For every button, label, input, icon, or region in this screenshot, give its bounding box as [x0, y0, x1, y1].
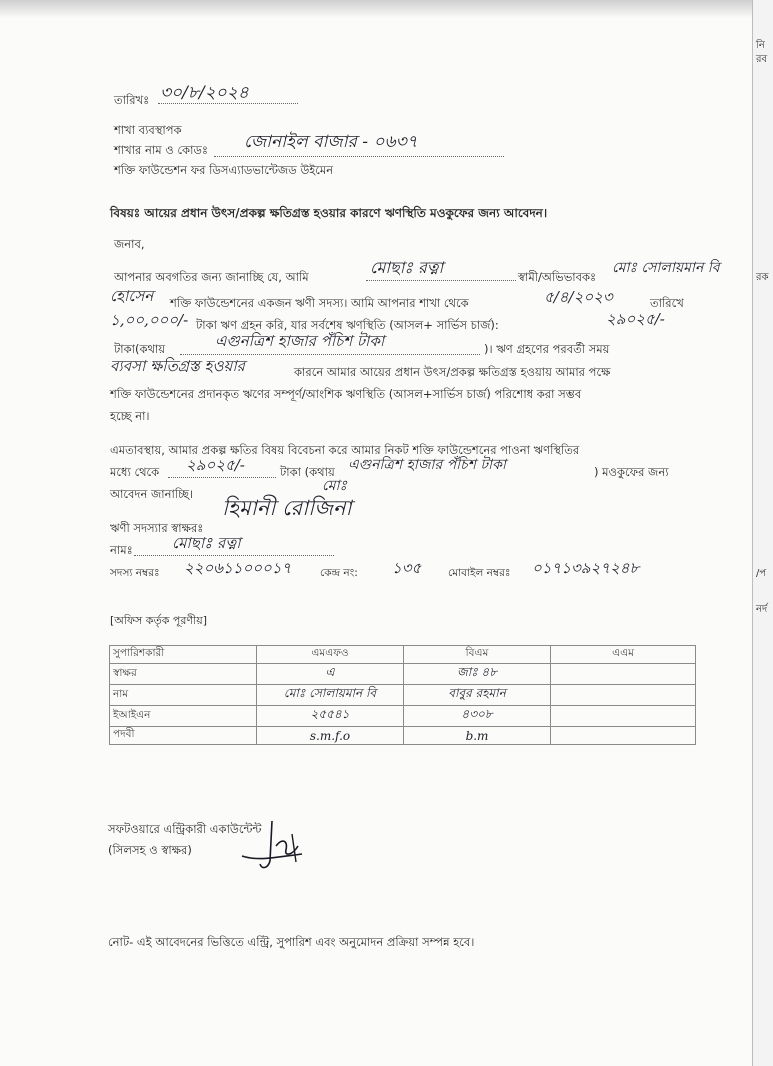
mobile-no-hw: ০১৭১৩৯২৭২৪৮ [532, 559, 640, 577]
member-no-hw: ২২০৬১১০০০১৭ [184, 559, 292, 577]
accountant-signature-mark [232, 816, 312, 876]
para1-line1-b: স্বামী/অভিভাবকঃ [518, 270, 597, 284]
loan-date-hw: ৫/৪/২০২৩ [544, 288, 613, 306]
branch-name-label: শাখার নাম ও কোডঃ [114, 143, 209, 157]
row-label: স্বাক্ষর [110, 664, 257, 685]
member-name-label: নামঃ [110, 543, 133, 557]
office-use-label: [অফিস কর্তৃক পূরণীয়] [110, 614, 207, 627]
guardian-name-cont-hw: হোসেন [110, 287, 154, 305]
mfo-cell: s.m.f.o [309, 728, 351, 743]
table-header: সুপারিশকারী [110, 646, 257, 664]
branch-manager: শাখা ব্যবস্থাপক [114, 123, 182, 137]
para1-line7: হচ্ছে না। [110, 409, 150, 423]
recommendation-table [109, 645, 696, 745]
bm-cell: ৪৩০৮ [461, 707, 493, 721]
mfo-cell: ২৫৫৪১ [310, 707, 350, 721]
bm-cell: b.m [465, 728, 489, 743]
center-no-hw: ১৩৫ [392, 559, 422, 577]
bm-cell: জাঃ ৪৮ [456, 665, 497, 679]
table-row [110, 727, 696, 745]
mfo-cell: মোঃ সোলায়মান বি [283, 686, 377, 700]
member-no-label: সদস্য নম্বরঃ [110, 567, 160, 579]
salutation: জনাব, [114, 237, 145, 251]
row-label: পদবী [110, 727, 257, 745]
amount-words-hw: এগুনত্রিশ হাজার পঁচিশ টাকা [215, 332, 385, 350]
balance-hw: ২৯০২৫/- [606, 310, 665, 328]
para1-line2-a: শক্তি ফাউন্ডেশনের একজন ঋণী সদস্য। আমি আপনার শাখা থেকে [170, 296, 469, 310]
guardian-name-hw: মোঃ সোলায়মান বি [612, 260, 720, 276]
para1-line4-a: টাকা(কথায় [114, 342, 166, 356]
mobile-label: মোবাইল নম্বরঃ [448, 567, 511, 579]
para2-line2-c: ) মওকুফের জন্য [594, 465, 669, 479]
member-name-dotted-line [134, 555, 334, 556]
note-line: নোট- এই আবেদনের ভিত্তিতে এন্ট্রি, সুপারিশ এবং অনুমোদন প্রক্রিয়া সম্পন্ন হবে। [108, 935, 475, 949]
signature-hw-top: মোঃ [322, 478, 347, 494]
table-row [110, 685, 696, 706]
bm-cell: বাবুর রহমান [448, 686, 506, 700]
mfo-cell: এ [325, 665, 335, 679]
applicant-name-hw: মোছাঃ রত্না [370, 258, 444, 277]
member-name-hw: মোছাঃ রত্না [172, 534, 241, 552]
amount-dotted-line [168, 477, 276, 478]
para1-line6: শক্তি ফাউন্ডেশনের প্রদানকৃত ঋণের সম্পূর্ণ/আংশিক ঋণস্থিতি (আসল+সার্ভিস চার্জ) পরিশোধ করা সম্ভব [110, 387, 582, 401]
date-dotted-line [158, 103, 298, 104]
accountant-line2: (সিলসহ ও স্বাক্ষর) [108, 843, 192, 857]
para2-line2-a: মধ্যে থেকে [110, 465, 160, 479]
para1-line1-a: আপনার অবগতির জন্য জানাচ্ছি যে, আমি [114, 270, 309, 284]
table-header: এএম [551, 646, 696, 664]
signature-label: ঋণী সদস্যার স্বাক্ষরঃ [110, 521, 204, 535]
branch-name-value: জোনাইল বাজার - ০৬৩৭ [244, 132, 418, 152]
para1-line4-b: )। ঋণ গ্রহণের পরবর্তী সময় [484, 342, 610, 356]
date-label: তারিখঃ [114, 93, 150, 107]
loan-amount-hw: ১,০০,০০০/- [110, 311, 189, 329]
table-row [110, 664, 696, 685]
signature-hw-main: হিমানী রোজিনা [222, 496, 352, 520]
para2-line2-b: টাকা (কথায় [280, 465, 335, 479]
name-dotted-line [366, 280, 516, 281]
table-header: এমএফও [257, 646, 404, 664]
table-header: বিএম [404, 646, 551, 664]
words-dotted-line [180, 354, 480, 355]
page-shadow [0, 0, 752, 18]
para2-line3: আবেদন জানাচ্ছি। [110, 487, 194, 501]
para1-line5-a: কারনে আমার আয়ের প্রধান উৎস/প্রকল্প ক্ষতিগ্রস্ত হওয়ায় আমার পক্ষে [294, 365, 611, 379]
date-value: ৩০/৮/২০২৪ [160, 83, 249, 103]
row-label: নাম [110, 685, 257, 706]
org-line: শক্তি ফাউন্ডেশন ফর ডিসএ্যাডভান্টেজড উইমেন [114, 163, 334, 177]
waiver-words-hw: এগুনত্রিশ হাজার পঁচিশ টাকা [348, 457, 506, 473]
accountant-line1: সফটওয়ারে এন্ট্রিকারী একাউন্টেন্ট [108, 822, 262, 836]
loss-reason-hw: ব্যবসা ক্ষতিগ্রস্ত হওয়ার [110, 357, 245, 375]
subject-line: বিষয়ঃ আয়ের প্রধান উৎস/প্রকল্প ক্ষতিগ্রস্ত হওয়ার কারণে ঋণস্থিতি মওকুফের জন্য আবেদন। [110, 206, 548, 220]
para2-line1: এমতাবস্থায়, আমার প্রকল্প ক্ষতির বিষয় বিবেচনা করে আমার নিকট শক্তি ফাউন্ডেশনের পাওনা ঋণস্থিতির [110, 443, 580, 457]
branch-dotted-line [214, 156, 504, 157]
underlying-page-edge: নি রব রক /প নর্দ [752, 0, 773, 1066]
waiver-amount-hw: ২৯০২৫/- [186, 456, 245, 474]
center-label: কেন্দ্র নং: [320, 567, 358, 579]
row-label: ইআইএন [110, 706, 257, 727]
para1-line3-a: টাকা ঋণ গ্রহন করি, যার সর্বশেষ ঋণস্থিতি (আসল+ সার্ভিস চার্জ): [196, 318, 499, 332]
table-row [110, 706, 696, 727]
para1-line2-b: তারিখে [650, 296, 684, 310]
table-header-row [110, 646, 696, 664]
